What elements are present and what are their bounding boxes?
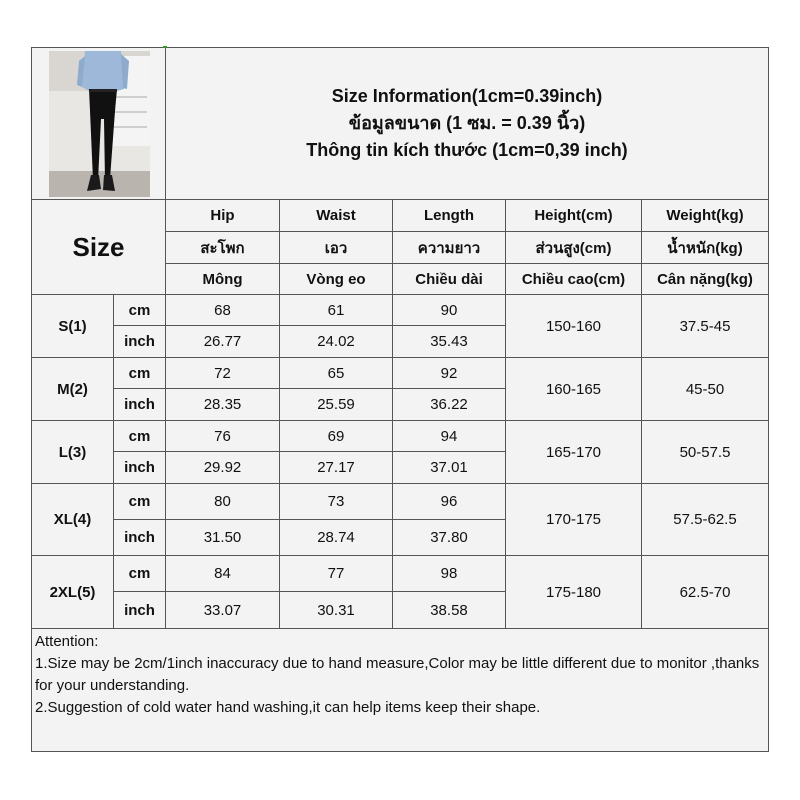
header-waist-en: Waist [280, 200, 393, 232]
l-hip-cm: 76 [166, 421, 280, 452]
s-length-cm: 90 [393, 295, 506, 326]
s-length-inch: 35.43 [393, 326, 506, 358]
attention-note-2: 2.Suggestion of cold water hand washing,it can help items keep their shape. [35, 699, 541, 716]
m-weight: 45-50 [642, 358, 769, 421]
unit-cm: cm [114, 358, 166, 389]
size-label-xl: XL(4) [32, 484, 114, 556]
m-hip-inch: 28.35 [166, 389, 280, 421]
title-line-english: Size Information(1cm=0.39inch) [331, 86, 603, 106]
xl-length-inch: 37.80 [393, 520, 506, 556]
attention-note-1: 1.Size may be 2cm/1inch inaccuracy due to hand measure,Color may be little different due to monitor ,thanks for your understanding. [35, 655, 760, 694]
l-height: 165-170 [506, 421, 642, 484]
header-height-th: ส่วนสูง(cm) [506, 232, 642, 264]
xl-waist-inch: 28.74 [280, 520, 393, 556]
header-waist-th: เอว [280, 232, 393, 264]
size-label-l: L(3) [32, 421, 114, 484]
unit-cm: cm [114, 421, 166, 452]
product-photo-cell [32, 48, 166, 200]
unit-inch: inch [114, 520, 166, 556]
xl-weight: 57.5-62.5 [642, 484, 769, 556]
unit-cm: cm [114, 484, 166, 520]
xl-height: 170-175 [506, 484, 642, 556]
l-weight: 50-57.5 [642, 421, 769, 484]
2xl-waist-inch: 30.31 [280, 592, 393, 629]
attention-heading: Attention: [35, 633, 99, 650]
unit-cm: cm [114, 556, 166, 592]
s-hip-cm: 68 [166, 295, 280, 326]
attention-notes [35, 631, 760, 719]
header-hip-vi: Mông [166, 264, 280, 295]
xl-length-cm: 96 [393, 484, 506, 520]
s-hip-inch: 26.77 [166, 326, 280, 358]
size-label-s: S(1) [32, 295, 114, 358]
2xl-height: 175-180 [506, 556, 642, 629]
s-waist-cm: 61 [280, 295, 393, 326]
product-photo [49, 51, 150, 197]
2xl-length-inch: 38.58 [393, 592, 506, 629]
m-length-cm: 92 [393, 358, 506, 389]
l-hip-inch: 29.92 [166, 452, 280, 484]
header-height-en: Height(cm) [506, 200, 642, 232]
unit-inch: inch [114, 389, 166, 421]
unit-inch: inch [114, 452, 166, 484]
header-height-vi: Chiều cao(cm) [506, 264, 642, 295]
size-chart-sheet [31, 47, 769, 752]
m-waist-cm: 65 [280, 358, 393, 389]
header-length-vi: Chiều dài [393, 264, 506, 295]
2xl-hip-cm: 84 [166, 556, 280, 592]
header-hip-th: สะโพก [166, 232, 280, 264]
m-hip-cm: 72 [166, 358, 280, 389]
size-label-m: M(2) [32, 358, 114, 421]
2xl-hip-inch: 33.07 [166, 592, 280, 629]
header-weight-en: Weight(kg) [642, 200, 769, 232]
s-waist-inch: 24.02 [280, 326, 393, 358]
xl-hip-inch: 31.50 [166, 520, 280, 556]
s-height: 150-160 [506, 295, 642, 358]
header-length-en: Length [393, 200, 506, 232]
l-waist-inch: 27.17 [280, 452, 393, 484]
header-hip-en: Hip [166, 200, 280, 232]
m-height: 160-165 [506, 358, 642, 421]
title-line-thai: ข้อมูลขนาด (1 ซม. = 0.39 นิ้ว) [348, 113, 586, 133]
header-weight-vi: Cân nặng(kg) [642, 264, 769, 295]
size-information-title [166, 48, 769, 200]
s-weight: 37.5-45 [642, 295, 769, 358]
header-length-th: ความยาว [393, 232, 506, 264]
l-length-inch: 37.01 [393, 452, 506, 484]
header-waist-vi: Vòng eo [280, 264, 393, 295]
l-waist-cm: 69 [280, 421, 393, 452]
l-length-cm: 94 [393, 421, 506, 452]
m-waist-inch: 25.59 [280, 389, 393, 421]
2xl-waist-cm: 77 [280, 556, 393, 592]
header-weight-th: น้ำหนัก(kg) [642, 232, 769, 264]
2xl-weight: 62.5-70 [642, 556, 769, 629]
xl-waist-cm: 73 [280, 484, 393, 520]
size-header: Size [32, 200, 166, 295]
title-line-vietnamese: Thông tin kích thước (1cm=0,39 inch) [306, 140, 628, 160]
2xl-length-cm: 98 [393, 556, 506, 592]
xl-hip-cm: 80 [166, 484, 280, 520]
unit-inch: inch [114, 326, 166, 358]
m-length-inch: 36.22 [393, 389, 506, 421]
unit-cm: cm [114, 295, 166, 326]
size-label-2xl: 2XL(5) [32, 556, 114, 629]
unit-inch: inch [114, 592, 166, 629]
